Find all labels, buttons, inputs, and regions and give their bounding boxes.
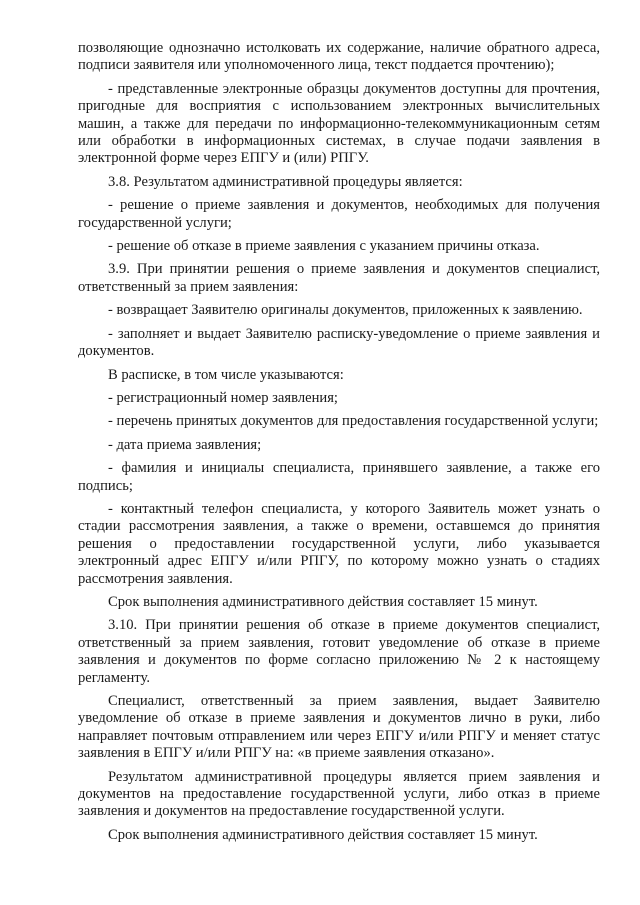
paragraph-specialist-name: - фамилия и инициалы специалиста, принявшего заявление, а также его подпись; bbox=[78, 460, 600, 494]
paragraph-electronic-samples: - представленные электронные образцы документов доступны для прочтения, пригодные для восприятия с использованием электронных вычислительных машин, а также для передачи по информационно-телекоммуникационным сетям или обработки в информационных системах, в случае подачи заявления в электронной форме через ЕПГУ и (или) РПГУ. bbox=[78, 80, 600, 167]
paragraph-receipt-contents: В расписке, в том числе указываются: bbox=[108, 366, 344, 383]
paragraph-3-9-heading: 3.9. При принятии решения о приеме заявления и документов специалист, ответственный за прием заявления: bbox=[78, 261, 600, 295]
paragraph-duration-1: Срок выполнения административного действия составляет 15 минут. bbox=[108, 593, 538, 610]
paragraph-return-originals: - возвращает Заявителю оригиналы документов, приложенных к заявлению. bbox=[108, 302, 583, 319]
paragraph-procedure-result: Результатом административной процедуры является прием заявления и документов на предоставление государственной услуги, либо отказ в приеме заявления и документов на предоставление государственной услуги. bbox=[78, 768, 600, 820]
paragraph-documents-list: - перечень принятых документов для предоставления государственной услуги; bbox=[108, 413, 599, 430]
paragraph-contact-phone: - контактный телефон специалиста, у которого Заявитель может узнать о стадии рассмотрения заявления, а также о времени, оставшемся до принятия решения о предоставлении государственной услуги, либо указывается электронный адрес ЕПГУ и/или РПГУ, по которому можно узнать о стадиях рассмотрения заявления. bbox=[78, 500, 600, 587]
paragraph-duration-2: Срок выполнения административного действия составляет 15 минут. bbox=[108, 826, 538, 843]
paragraph-refusal-notice: Специалист, ответственный за прием заявления, выдает Заявителю уведомление об отказе в приеме заявления и документов лично в руки, либо направляет почтовым отправлением или через ЕПГУ и/или РПГУ и меняет статус заявления в ЕПГУ и/или РПГУ на: «в приеме заявления отказано». bbox=[78, 693, 600, 762]
paragraph-decision-accept: - решение о приеме заявления и документов, необходимых для получения государственной услуги; bbox=[78, 197, 600, 231]
paragraph-decision-refuse: - решение об отказе в приеме заявления с указанием причины отказа. bbox=[108, 238, 540, 255]
paragraph-issue-receipt: - заполняет и выдает Заявителю расписку-уведомление о приеме заявления и документов. bbox=[78, 325, 600, 360]
paragraph-address-continuation: позволяющие однозначно истолковать их содержание, наличие обратного адреса, подписи заявителя или уполномоченного лица, текст поддается прочтению); bbox=[78, 40, 600, 74]
paragraph-receipt-date: - дата приема заявления; bbox=[108, 436, 262, 453]
document-body bbox=[78, 40, 600, 850]
paragraph-registration-number: - регистрационный номер заявления; bbox=[108, 389, 338, 406]
paragraph-3-8-heading: 3.8. Результатом административной процедуры является: bbox=[108, 173, 463, 190]
paragraph-3-10-heading: 3.10. При принятии решения об отказе в приеме документов специалист, ответственный за прием заявления, готовит уведомление об отказе в приеме заявления и документов по форме согласно приложению № 2 к настоящему регламенту. bbox=[78, 617, 600, 686]
